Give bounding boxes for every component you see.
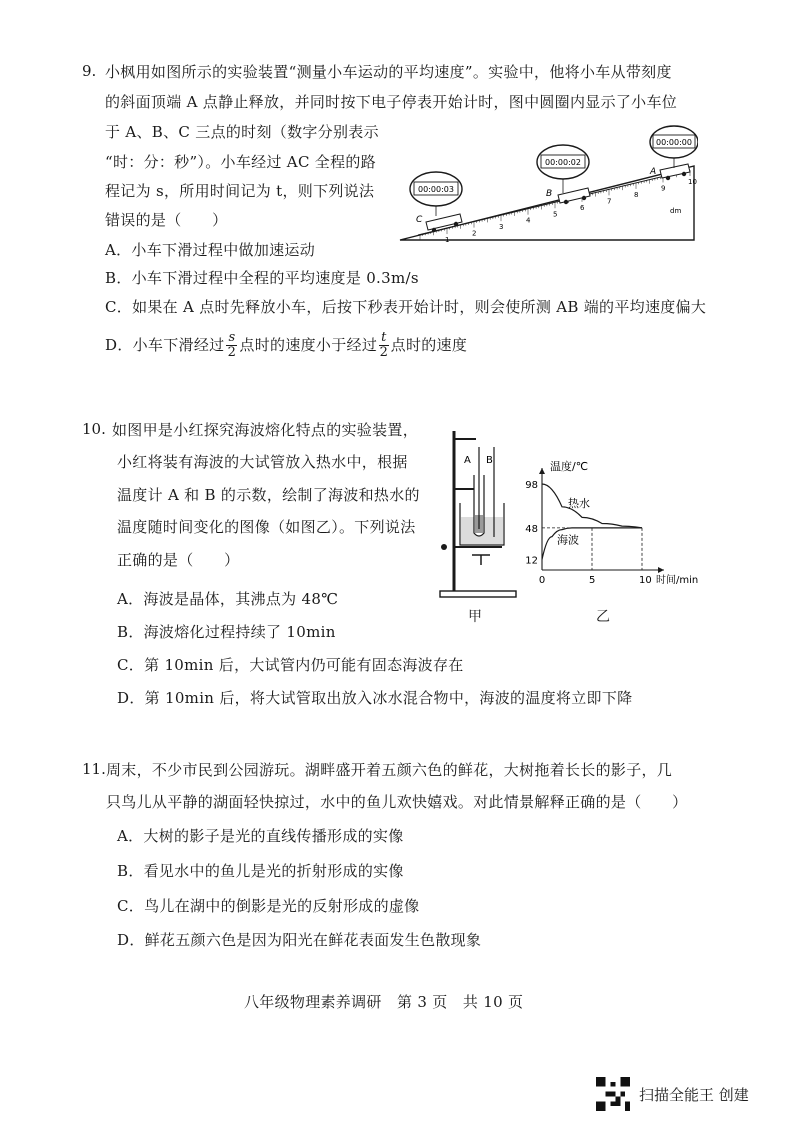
incline-figure — [398, 118, 698, 246]
option-d: D．第 10min 后，将大试管取出放入冰水混合物中，海波的温度将立即下降 — [117, 689, 633, 707]
chart-axes — [539, 468, 664, 573]
question-text-line: 正确的是（ ） — [117, 551, 240, 569]
option-a: A．大树的影子是光的直线传播形成的实像 — [117, 827, 404, 845]
question-text-line: 错误的是（ ） — [105, 211, 228, 229]
y-tick-label: 12 — [525, 555, 538, 567]
figure-yi-caption: 乙 — [596, 609, 610, 625]
label-c: C — [416, 215, 423, 225]
option-b: B．海波熔化过程持续了 10min — [117, 623, 336, 641]
x-tick-label: 0 — [538, 575, 546, 586]
label-b: B — [486, 455, 493, 466]
y-tick-label: 98 — [525, 480, 538, 491]
x-axis-arrow — [658, 567, 664, 573]
timer-a — [650, 126, 698, 158]
x-tick-label: 5 — [589, 575, 596, 586]
question-text-line: 周末，不少市民到公园游玩。湖畔盛开着五颜六色的鲜花，大树拖着长长的影子，几 — [106, 761, 673, 779]
fraction-s-over-2: $\frac{s}{2}$ — [227, 329, 237, 360]
ruler-tick-label: 6 — [580, 203, 585, 212]
y-axis-label: 温度/℃ — [550, 460, 589, 473]
fraction-t-over-2: $\frac{t}{2}$ — [379, 329, 389, 360]
series-line — [542, 484, 642, 528]
timer-c-readout: 00:00:03 — [418, 185, 454, 194]
option-c: C．鸟儿在湖中的倒影是光的反射形成的虚像 — [117, 897, 420, 915]
series-label: 热水 — [568, 496, 590, 510]
option-d: D．鲜花五颜六色是因为阳光在鲜花表面发生色散现象 — [117, 931, 482, 949]
ruler-tick-label: 9 — [661, 184, 666, 193]
question-number: 11. — [82, 760, 106, 778]
question-text-line: 小枫用如图所示的实验装置“测量小车运动的平均速度”。实验中，他将小车从带刻度 — [105, 63, 672, 81]
question-text-line: 只鸟儿从平静的湖面轻快掠过，水中的鱼儿欢快嬉戏。对此情景解释正确的是（ ） — [106, 793, 688, 811]
page-footer: 八年级物理素养调研 第 3 页 共 10 页 — [244, 993, 524, 1011]
option-d-text-end: 点时的速度 — [390, 336, 468, 354]
label-a: A — [650, 167, 657, 177]
option-d-text-start: D．小车下滑经过 — [105, 336, 225, 354]
question-text-line: 程记为 s，所用时间记为 t，则下列说法 — [105, 182, 375, 200]
ruler-tick-label: 2 — [472, 229, 477, 238]
label-a: A — [464, 455, 471, 466]
question-text-line: 如图甲是小红探究海波熔化特点的实验装置， — [112, 421, 419, 439]
question-text-line: 于 A、B、C 三点的时刻（数字分别表示 — [105, 123, 379, 141]
y-axis-arrow — [539, 468, 545, 474]
option-b: B．看见水中的鱼儿是光的折射形成的实像 — [117, 862, 404, 880]
question-text-line: 的斜面顶端 A 点静止释放，并同时按下电子停表开始计时，图中圆圈内显示了小车位 — [105, 93, 678, 111]
scanner-watermark: 扫描全能王 创建 — [639, 1086, 749, 1104]
question-number: 9. — [82, 62, 97, 80]
question-text-line: 温度随时间变化的图像（如图乙）。下列说法 — [117, 518, 416, 536]
ruler-tick-label: 5 — [553, 210, 558, 219]
option-d-text-mid: 点时的速度小于经过 — [239, 336, 378, 354]
question-number: 10. — [82, 420, 106, 438]
timer-c — [410, 172, 462, 206]
series-label: 海波 — [557, 533, 579, 547]
label-b: B — [546, 189, 553, 199]
option-c: C．如果在 A 点时先释放小车，后按下秒表开始计时，则会使所测 AB 端的平均速度偏大 — [105, 298, 707, 316]
option-c: C．第 10min 后，大试管内仍可能有固态海波存在 — [117, 656, 464, 674]
ruler-tick-label: 10 — [688, 178, 697, 186]
question-text-line: 小红将装有海波的大试管放入热水中，根据 — [117, 453, 408, 471]
ruler-tick-label: 8 — [634, 190, 639, 199]
ruler-tick-label: 7 — [607, 197, 612, 206]
qr-code-icon — [596, 1077, 630, 1111]
ruler-tick-label: 1 — [445, 236, 450, 245]
figure-jia-apparatus — [432, 425, 522, 625]
timer-b-readout: 00:00:02 — [545, 158, 581, 167]
chart-labels — [525, 459, 698, 586]
x-axis-label: 时间/min — [656, 575, 699, 586]
question-text-line: 温度计 A 和 B 的示数，绘制了海波和热水的 — [117, 486, 420, 504]
option-a: A．小车下滑过程中做加速运动 — [105, 241, 316, 259]
figure-yi-chart — [520, 458, 720, 588]
option-a: A．海波是晶体，其沸点为 48℃ — [117, 590, 339, 608]
x-tick-label: 10 — [639, 575, 652, 586]
timer-b — [537, 145, 589, 179]
question-text-line: “时：分：秒”）。小车经过 AC 全程的路 — [105, 153, 376, 171]
stand-base — [440, 591, 516, 597]
ruler-tick-label: 3 — [499, 223, 504, 232]
ruler-unit: dm — [670, 207, 682, 215]
option-b: B．小车下滑过程中全程的平均速度是 0.3m/s — [105, 269, 419, 287]
timer-a-readout: 00:00:00 — [656, 138, 692, 147]
y-tick-label: 48 — [525, 523, 538, 535]
option-d — [105, 328, 467, 362]
ruler-tick-label: 4 — [526, 216, 531, 225]
figure-jia-caption: 甲 — [468, 609, 482, 625]
